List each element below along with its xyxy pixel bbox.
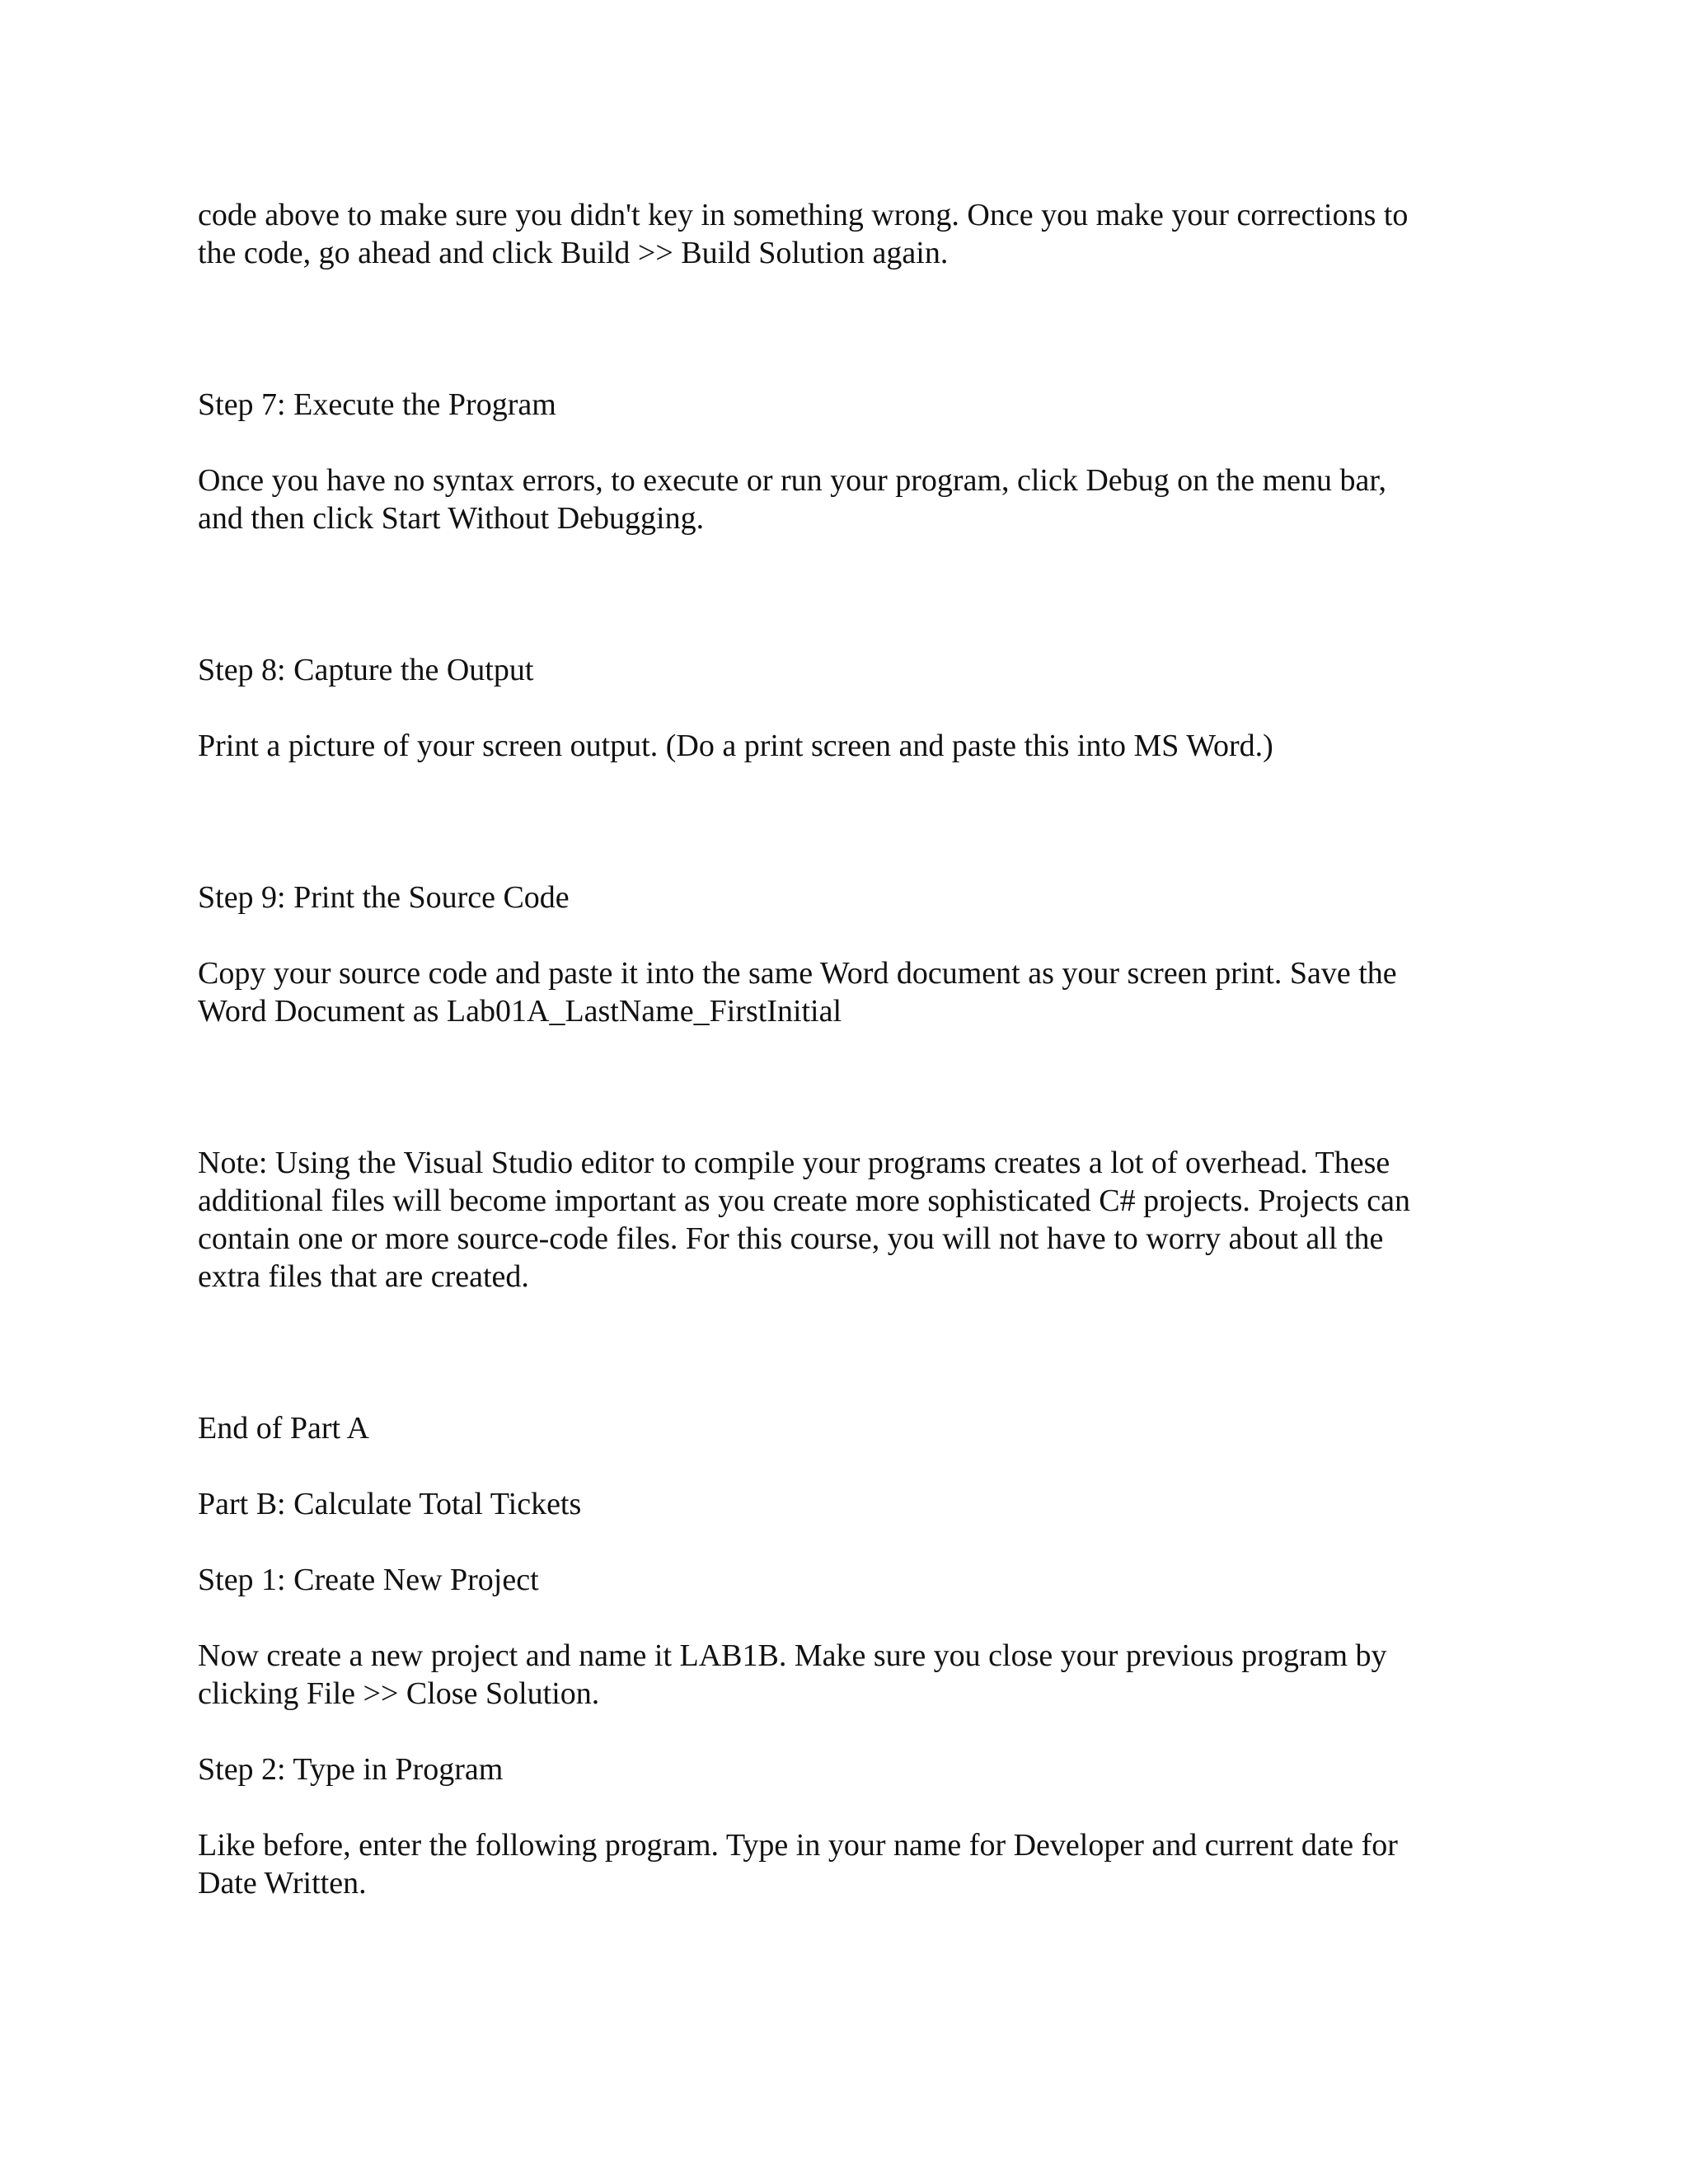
text-line: code above to make sure you didn't key in something wrong. Once you make your corrections to <box>198 198 1409 232</box>
text-line: additional files will become important as you create more sophisticated C# projects. Projects can <box>198 1183 1411 1218</box>
text-line: Copy your source code and paste it into the same Word document as your screen print. Save the <box>198 956 1397 991</box>
step7-heading <box>198 386 1517 424</box>
heading-text: Step 8: Capture the Output <box>198 653 534 687</box>
intro-paragraph <box>198 196 1517 272</box>
note-paragraph <box>198 1144 1517 1296</box>
text-line: Date Written. <box>198 1866 367 1900</box>
heading-text: Part B: Calculate Total Tickets <box>198 1487 582 1521</box>
end-part-a <box>198 1409 1517 1447</box>
text-line: contain one or more source-code files. For this course, you will not have to worry about all the <box>198 1221 1384 1256</box>
step9-heading <box>198 879 1517 916</box>
heading-text: Step 1: Create New Project <box>198 1563 539 1597</box>
text-line: extra files that are created. <box>198 1259 529 1294</box>
heading-text: Step 9: Print the Source Code <box>198 880 570 915</box>
step8-paragraph <box>198 727 1517 765</box>
heading-text: End of Part A <box>198 1411 369 1446</box>
step9-paragraph <box>198 954 1517 1030</box>
partb-step1-paragraph <box>198 1637 1517 1713</box>
partb-step2-paragraph <box>198 1826 1517 1902</box>
partb-step2-heading <box>198 1750 1517 1788</box>
heading-text: Step 2: Type in Program <box>198 1752 504 1787</box>
text-line: Word Document as Lab01A_LastName_FirstInitial <box>198 994 842 1029</box>
text-line: clicking File >> Close Solution. <box>198 1676 600 1711</box>
part-b-heading <box>198 1485 1517 1523</box>
text-line: and then click Start Without Debugging. <box>198 501 705 536</box>
partb-step1-heading <box>198 1561 1517 1599</box>
text-line: Note: Using the Visual Studio editor to compile your programs creates a lot of overhead. These <box>198 1146 1390 1180</box>
step7-paragraph <box>198 462 1517 537</box>
text-line: Now create a new project and name it LAB1B. Make sure you close your previous program by <box>198 1638 1387 1673</box>
text-line: Print a picture of your screen output. (Do a print screen and paste this into MS Word.) <box>198 729 1273 763</box>
step8-heading <box>198 651 1517 689</box>
text-line: Like before, enter the following program. Type in your name for Developer and current date for <box>198 1828 1398 1863</box>
text-line: Once you have no syntax errors, to execute or run your program, click Debug on the menu bar, <box>198 463 1387 498</box>
text-line: the code, go ahead and click Build >> Build Solution again. <box>198 236 949 270</box>
heading-text: Step 7: Execute the Program <box>198 387 556 422</box>
